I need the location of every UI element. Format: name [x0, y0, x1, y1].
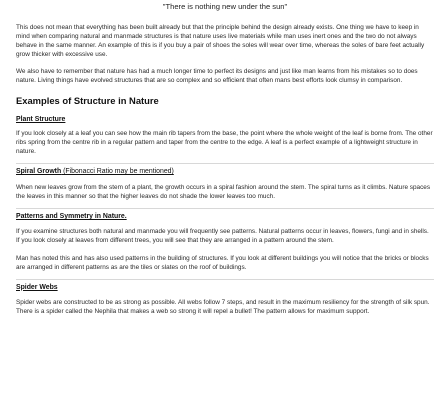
- spacer: [16, 107, 434, 115]
- spiral-growth-body: When new leaves grow from the stem of a plant, the growth occurs in a spiral fashion around the stem. The spiral turns as it climbs. Nature spaces the leaves in this manner so that the higher leaves do not shade the lower leaves too much.: [16, 184, 431, 201]
- document-page: [16, 2, 434, 316]
- patterns-body-1: If you examine structures both natural and manmade you will frequently see patterns. Natural patterns occur in leaves, flowers, fungi and in shells. If you look closely at leaves from different trees, you will see that they are arranged in a pattern around the stem.: [16, 227, 429, 244]
- spacer: [16, 246, 434, 255]
- spacer: [16, 221, 434, 228]
- spacer: [16, 176, 434, 184]
- section-title: Examples of Structure in Nature: [16, 95, 159, 107]
- spacer: [16, 85, 434, 95]
- intro-paragraph-2: We also have to remember that nature has had a much longer time to perfect its designs and just like man learns from his mistakes so to does nature. Living things have evolved structures that are so complex and so efficient that often mans best efforts look clumsy in comparison.: [16, 67, 418, 84]
- patterns-body-2: Man has noted this and has also used patterns in the building of structures. If you look at different buildings you will notice that the bricks or blocks are arranged in different patterns as are the tiles or slates on the roof of buildings.: [16, 254, 429, 271]
- intro-paragraph-1: This does not mean that everything has been built already but that the principle behind the design already exists. One thing we have to keep in mind when comparing natural and manmade structures is that nature uses live materials while man uses inert ones and the two do not always behave in the same manner. An example of this is if you buy a pair of shoes the soles will wear over time, whereas the soles of bare feet actually grow thicker with excessive use.: [16, 24, 425, 58]
- spider-webs-body: Spider webs are constructed to be as strong as possible. All webs follow 7 steps, and result in the maximum resiliency for the strength of silk spun. There is a spider called the Nephila that makes a web so strong it will repel a bullet! The pattern allows for maximum support.: [16, 298, 430, 315]
- spiral-growth-heading-note: (Fibonacci Ratio may be mentioned): [61, 168, 174, 176]
- patterns-symmetry-heading: Patterns and Symmetry in Nature.: [16, 212, 127, 220]
- spiral-growth-heading-bold: Spiral Growth: [16, 168, 62, 176]
- spacer: [16, 60, 434, 68]
- page-quote: "There is nothing new under the sun": [162, 2, 288, 11]
- plant-structure-heading: Plant Structure: [16, 116, 66, 124]
- plant-structure-body: If you look closely at a leaf you can see how the main rib tapers from the base, the point where the whole weight of the leaf is borne from. The other ribs spring from the centre rib in a regular pattern and taper from the centre to the edge. A leaf is a perfect example of a lightweight structure in nature.: [16, 130, 433, 156]
- spiral-growth-heading: [16, 167, 434, 176]
- spider-webs-heading: Spider Webs: [16, 283, 58, 291]
- spacer: [16, 292, 434, 299]
